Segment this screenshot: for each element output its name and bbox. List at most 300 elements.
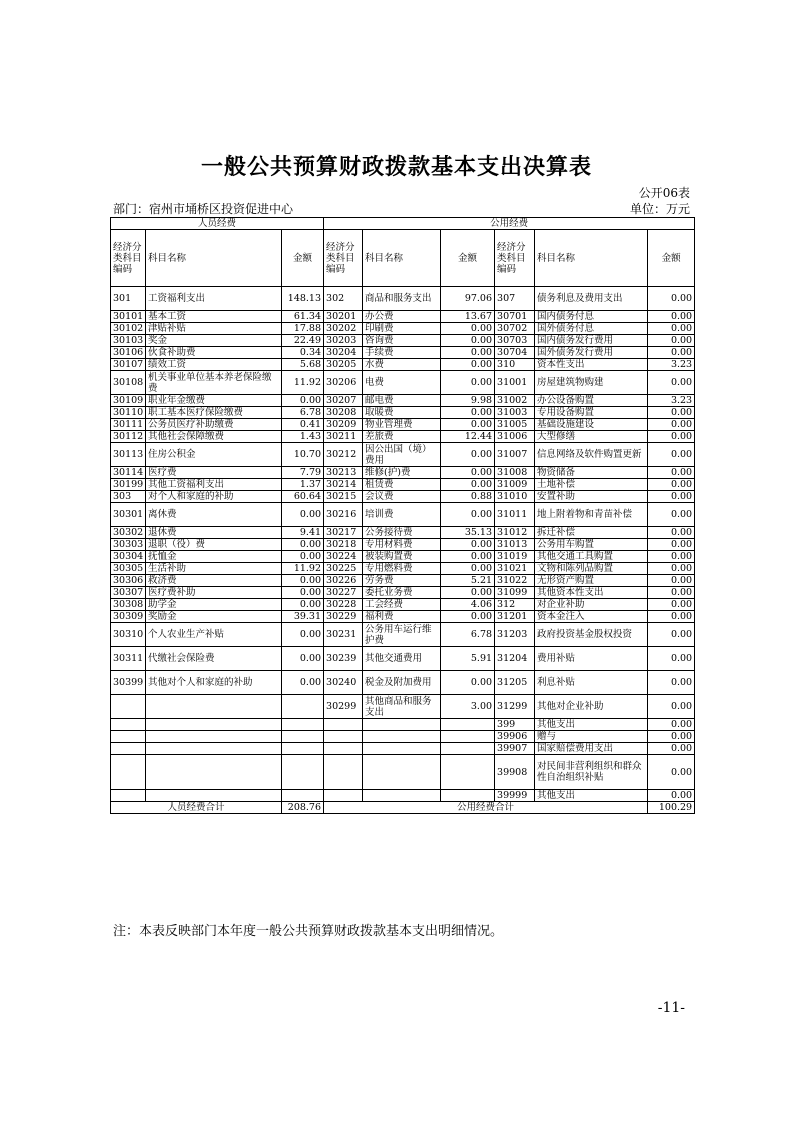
cell-code	[111, 790, 146, 802]
cell-amount	[282, 790, 324, 802]
cell-name: 信息网络及软件购置更新	[535, 443, 648, 467]
cell-name: 对企业补助	[535, 599, 648, 611]
cell-name: 国内债务发行费用	[535, 335, 648, 347]
cell-name: 其他交通工具购置	[535, 551, 648, 563]
cell-name: 国外债务发行费用	[535, 347, 648, 359]
cell-amount: 0.00	[441, 347, 495, 359]
cell-name	[146, 719, 282, 731]
table-row	[111, 671, 695, 695]
cell-name	[146, 731, 282, 743]
cell-name: 代缴社会保险费	[146, 647, 282, 671]
table-row	[111, 647, 695, 671]
cell-code: 30704	[495, 347, 535, 359]
cell-name: 助学金	[146, 599, 282, 611]
cell-name: 对民间非营利组织和群众性自治组织补贴	[535, 755, 648, 790]
page-title: 一般公共预算财政拨款基本支出决算表	[200, 155, 592, 180]
cell-code	[324, 790, 363, 802]
page-number: -11-	[657, 1000, 685, 1016]
cell-amount: 0.00	[441, 563, 495, 575]
cell-name: 赠与	[535, 731, 648, 743]
cell-amount: 0.00	[648, 647, 695, 671]
cell-name: 邮电费	[363, 395, 441, 407]
cell-name: 职工基本医疗保险缴费	[146, 407, 282, 419]
cell-amount: 4.06	[441, 599, 495, 611]
cell-code	[324, 755, 363, 790]
table-row	[111, 347, 695, 359]
cell-code	[111, 695, 146, 719]
cell-name: 其他资本性支出	[535, 587, 648, 599]
cell-code: 30208	[324, 407, 363, 419]
table-row	[111, 563, 695, 575]
cell-code: 31019	[495, 551, 535, 563]
table-row	[111, 503, 695, 527]
cell-amount: 0.00	[648, 311, 695, 323]
header-personnel: 人员经费	[111, 218, 324, 230]
cell-code: 30213	[324, 467, 363, 479]
table-row	[111, 491, 695, 503]
cell-name: 其他对企业补助	[535, 695, 648, 719]
cell-amount	[282, 719, 324, 731]
table-row	[111, 587, 695, 599]
cell-amount: 0.00	[282, 587, 324, 599]
cell-code: 30224	[324, 551, 363, 563]
cell-code: 30108	[111, 371, 146, 395]
cell-code: 30202	[324, 323, 363, 335]
cell-name: 取暖费	[363, 407, 441, 419]
cell-code	[324, 743, 363, 755]
cell-code: 31011	[495, 503, 535, 527]
cell-amount: 0.00	[648, 539, 695, 551]
cell-amount: 3.23	[648, 359, 695, 371]
cell-name	[363, 731, 441, 743]
cell-code: 31012	[495, 527, 535, 539]
cell-name	[146, 790, 282, 802]
cell-name	[146, 743, 282, 755]
cell-code: 30114	[111, 467, 146, 479]
cell-name: 培训费	[363, 503, 441, 527]
cell-amount	[441, 743, 495, 755]
cell-amount: 5.21	[441, 575, 495, 587]
cell-code: 30310	[111, 623, 146, 647]
cell-amount: 0.00	[648, 695, 695, 719]
table-row	[111, 790, 695, 802]
cell-amount: 0.00	[441, 611, 495, 623]
cell-name: 资本金注入	[535, 611, 648, 623]
cell-amount: 0.00	[648, 503, 695, 527]
cell-amount: 0.00	[648, 443, 695, 467]
cell-code	[111, 743, 146, 755]
cell-amount: 0.00	[648, 335, 695, 347]
cell-amount: 0.00	[648, 790, 695, 802]
cell-code: 30110	[111, 407, 146, 419]
cell-name: 资本性支出	[535, 359, 648, 371]
cell-code: 31006	[495, 431, 535, 443]
table-row	[111, 695, 695, 719]
cell-code: 30229	[324, 611, 363, 623]
table-row	[111, 371, 695, 395]
cell-code: 30207	[324, 395, 363, 407]
cell-code: 30101	[111, 311, 146, 323]
cell-name: 大型修缮	[535, 431, 648, 443]
cell-amount: 97.06	[441, 287, 495, 311]
cell-name: 医疗费	[146, 467, 282, 479]
cell-code: 30206	[324, 371, 363, 395]
cell-amount: 7.79	[282, 467, 324, 479]
cell-amount: 0.00	[282, 623, 324, 647]
department-label: 部门：宿州市埇桥区投资促进中心	[113, 202, 294, 216]
cell-name	[363, 743, 441, 755]
cell-name	[363, 755, 441, 790]
cell-amount: 0.34	[282, 347, 324, 359]
cell-code: 39908	[495, 755, 535, 790]
cell-amount: 0.00	[282, 551, 324, 563]
cell-amount: 0.00	[441, 671, 495, 695]
cell-amount: 0.00	[648, 731, 695, 743]
table-row	[111, 755, 695, 790]
cell-amount: 60.64	[282, 491, 324, 503]
table-row	[111, 599, 695, 611]
table-row	[111, 359, 695, 371]
cell-amount: 0.00	[282, 599, 324, 611]
cell-name: 个人农业生产补贴	[146, 623, 282, 647]
cell-amount: 1.43	[282, 431, 324, 443]
cell-code: 39907	[495, 743, 535, 755]
cell-code: 30111	[111, 419, 146, 431]
cell-amount: 0.00	[441, 467, 495, 479]
cell-code: 30109	[111, 395, 146, 407]
cell-code: 302	[324, 287, 363, 311]
cell-code: 31007	[495, 443, 535, 467]
cell-amount	[441, 731, 495, 743]
cell-code: 30203	[324, 335, 363, 347]
cell-name: 职业年金缴费	[146, 395, 282, 407]
table-row	[111, 743, 695, 755]
cell-name: 电费	[363, 371, 441, 395]
cell-name: 其他社会保障缴费	[146, 431, 282, 443]
header-amount: 金额	[441, 230, 495, 287]
table-row	[111, 719, 695, 731]
cell-name: 无形资产购置	[535, 575, 648, 587]
cell-name: 其他支出	[535, 719, 648, 731]
cell-amount: 0.00	[648, 599, 695, 611]
cell-name: 印刷费	[363, 323, 441, 335]
cell-name: 其他商品和服务支出	[363, 695, 441, 719]
cell-amount: 61.34	[282, 311, 324, 323]
cell-code: 31022	[495, 575, 535, 587]
cell-amount	[441, 755, 495, 790]
cell-name: 地上附着物和青苗补偿	[535, 503, 648, 527]
table-row	[111, 731, 695, 743]
cell-name: 退休费	[146, 527, 282, 539]
cell-code: 30226	[324, 575, 363, 587]
cell-amount: 0.00	[648, 287, 695, 311]
cell-amount: 6.78	[282, 407, 324, 419]
cell-amount: 0.00	[648, 671, 695, 695]
cell-name: 维修(护)费	[363, 467, 441, 479]
cell-amount: 0.00	[441, 539, 495, 551]
cell-name: 绩效工资	[146, 359, 282, 371]
header-name: 科目名称	[535, 230, 648, 287]
cell-amount: 0.00	[441, 335, 495, 347]
cell-name: 办公设备购置	[535, 395, 648, 407]
cell-name: 国家赔偿费用支出	[535, 743, 648, 755]
table-row	[111, 539, 695, 551]
cell-name: 离休费	[146, 503, 282, 527]
cell-code: 30301	[111, 503, 146, 527]
cell-code: 30311	[111, 647, 146, 671]
cell-amount: 22.49	[282, 335, 324, 347]
cell-name: 手续费	[363, 347, 441, 359]
table-row	[111, 395, 695, 407]
cell-name	[363, 719, 441, 731]
cell-amount: 0.00	[282, 539, 324, 551]
table-row	[111, 323, 695, 335]
cell-name: 奖金	[146, 335, 282, 347]
table-row	[111, 407, 695, 419]
cell-code: 30199	[111, 479, 146, 491]
cell-amount: 0.00	[441, 323, 495, 335]
header-amount: 金额	[648, 230, 695, 287]
totals-row	[111, 802, 695, 814]
table-row	[111, 611, 695, 623]
cell-amount	[282, 755, 324, 790]
cell-code: 30308	[111, 599, 146, 611]
cell-amount: 0.00	[648, 551, 695, 563]
cell-name: 物资储备	[535, 467, 648, 479]
table-row	[111, 479, 695, 491]
cell-code: 31005	[495, 419, 535, 431]
cell-amount: 0.00	[282, 395, 324, 407]
cell-code: 30702	[495, 323, 535, 335]
cell-code: 30225	[324, 563, 363, 575]
cell-code: 30212	[324, 443, 363, 467]
cell-code	[111, 719, 146, 731]
cell-code: 30106	[111, 347, 146, 359]
cell-code: 30112	[111, 431, 146, 443]
cell-name: 公务用车运行维护费	[363, 623, 441, 647]
cell-name: 退职（役）费	[146, 539, 282, 551]
cell-name: 国外债务付息	[535, 323, 648, 335]
cell-code: 39906	[495, 731, 535, 743]
cell-code: 31002	[495, 395, 535, 407]
cell-name: 专用材料费	[363, 539, 441, 551]
cell-code: 30304	[111, 551, 146, 563]
header-public: 公用经费	[324, 218, 695, 230]
table-row	[111, 527, 695, 539]
cell-amount	[441, 719, 495, 731]
cell-name: 文物和陈列品购置	[535, 563, 648, 575]
cell-code: 301	[111, 287, 146, 311]
cell-code: 30215	[324, 491, 363, 503]
cell-name: 费用补贴	[535, 647, 648, 671]
cell-name: 土地补偿	[535, 479, 648, 491]
cell-name: 医疗费补助	[146, 587, 282, 599]
cell-name: 咨询费	[363, 335, 441, 347]
cell-code	[324, 731, 363, 743]
cell-code: 31003	[495, 407, 535, 419]
cell-name: 其他对个人和家庭的补助	[146, 671, 282, 695]
cell-amount: 0.00	[648, 527, 695, 539]
cell-name: 工资福利支出	[146, 287, 282, 311]
cell-code: 30309	[111, 611, 146, 623]
cell-name: 利息补贴	[535, 671, 648, 695]
cell-code: 30302	[111, 527, 146, 539]
cell-code: 39999	[495, 790, 535, 802]
cell-code: 30239	[324, 647, 363, 671]
cell-name: 专用设备购置	[535, 407, 648, 419]
cell-code: 30102	[111, 323, 146, 335]
cell-amount	[282, 695, 324, 719]
cell-code: 31010	[495, 491, 535, 503]
cell-name: 国内债务付息	[535, 311, 648, 323]
cell-code: 30205	[324, 359, 363, 371]
cell-amount: 0.00	[648, 743, 695, 755]
unit-label: 单位：万元	[629, 202, 690, 216]
footnote: 注：本表反映部门本年度一般公共预算财政拨款基本支出明细情况。	[113, 924, 504, 939]
cell-amount: 1.37	[282, 479, 324, 491]
cell-name: 劳务费	[363, 575, 441, 587]
public-total-value: 100.29	[648, 802, 695, 814]
cell-name: 生活补助	[146, 563, 282, 575]
cell-amount: 11.92	[282, 563, 324, 575]
cell-amount: 148.13	[282, 287, 324, 311]
cell-amount: 5.68	[282, 359, 324, 371]
cell-amount: 0.00	[441, 503, 495, 527]
cell-name: 商品和服务支出	[363, 287, 441, 311]
cell-name: 会议费	[363, 491, 441, 503]
cell-name: 水费	[363, 359, 441, 371]
cell-amount: 0.00	[441, 407, 495, 419]
cell-code	[111, 731, 146, 743]
cell-name: 对个人和家庭的补助	[146, 491, 282, 503]
cell-name: 基础设施建设	[535, 419, 648, 431]
cell-code: 31009	[495, 479, 535, 491]
cell-name: 工会经费	[363, 599, 441, 611]
header-code: 经济分类科目编码	[495, 230, 535, 287]
cell-code: 30306	[111, 575, 146, 587]
cell-code: 30216	[324, 503, 363, 527]
table-row	[111, 419, 695, 431]
cell-amount	[282, 731, 324, 743]
cell-code: 30299	[324, 695, 363, 719]
cell-name: 其他支出	[535, 790, 648, 802]
cell-code: 30218	[324, 539, 363, 551]
form-number: 公开06表	[638, 186, 690, 200]
cell-code: 31021	[495, 563, 535, 575]
cell-amount: 0.00	[441, 479, 495, 491]
table-row	[111, 335, 695, 347]
cell-amount: 9.98	[441, 395, 495, 407]
cell-amount: 0.00	[648, 479, 695, 491]
cell-amount: 0.41	[282, 419, 324, 431]
cell-amount: 3.23	[648, 395, 695, 407]
cell-code: 30701	[495, 311, 535, 323]
cell-code: 30107	[111, 359, 146, 371]
cell-code: 307	[495, 287, 535, 311]
cell-name: 基本工资	[146, 311, 282, 323]
cell-code: 31205	[495, 671, 535, 695]
cell-name: 房屋建筑物购建	[535, 371, 648, 395]
cell-name: 救济费	[146, 575, 282, 587]
cell-name: 住房公积金	[146, 443, 282, 467]
table-row	[111, 431, 695, 443]
cell-code	[324, 719, 363, 731]
cell-amount	[282, 743, 324, 755]
cell-name: 其他工资福利支出	[146, 479, 282, 491]
cell-name: 被装购置费	[363, 551, 441, 563]
cell-code: 30204	[324, 347, 363, 359]
cell-name: 政府投资基金股权投资	[535, 623, 648, 647]
cell-amount: 0.00	[648, 563, 695, 575]
cell-amount: 0.00	[648, 719, 695, 731]
cell-code: 30209	[324, 419, 363, 431]
header-code: 经济分类科目编码	[111, 230, 146, 287]
table-row	[111, 575, 695, 587]
cell-code: 31299	[495, 695, 535, 719]
cell-amount: 0.00	[648, 419, 695, 431]
cell-amount: 0.00	[648, 371, 695, 395]
cell-amount: 9.41	[282, 527, 324, 539]
cell-amount: 0.00	[648, 347, 695, 359]
cell-name: 租赁费	[363, 479, 441, 491]
header-name: 科目名称	[363, 230, 441, 287]
cell-name: 津贴补贴	[146, 323, 282, 335]
cell-amount: 0.00	[648, 323, 695, 335]
cell-code: 30211	[324, 431, 363, 443]
cell-amount: 0.00	[282, 575, 324, 587]
cell-amount: 0.00	[441, 371, 495, 395]
cell-name: 机关事业单位基本养老保险缴费	[146, 371, 282, 395]
cell-amount: 0.00	[648, 575, 695, 587]
cell-code: 30399	[111, 671, 146, 695]
cell-amount: 35.13	[441, 527, 495, 539]
cell-code: 399	[495, 719, 535, 731]
cell-amount: 3.00	[441, 695, 495, 719]
cell-amount: 0.00	[441, 551, 495, 563]
cell-name: 办公费	[363, 311, 441, 323]
cell-name: 委托业务费	[363, 587, 441, 599]
cell-code: 30231	[324, 623, 363, 647]
table-row	[111, 311, 695, 323]
cell-code: 31203	[495, 623, 535, 647]
cell-amount: 0.00	[282, 671, 324, 695]
cell-amount: 0.00	[441, 359, 495, 371]
cell-code: 30240	[324, 671, 363, 695]
cell-code: 31099	[495, 587, 535, 599]
table-row	[111, 287, 695, 311]
cell-amount: 0.00	[648, 623, 695, 647]
cell-amount: 39.31	[282, 611, 324, 623]
cell-name: 其他交通费用	[363, 647, 441, 671]
cell-amount: 5.91	[441, 647, 495, 671]
cell-name: 物业管理费	[363, 419, 441, 431]
cell-amount: 0.00	[441, 419, 495, 431]
cell-amount: 11.92	[282, 371, 324, 395]
cell-amount: 0.00	[648, 611, 695, 623]
cell-name: 奖励金	[146, 611, 282, 623]
cell-amount: 0.00	[648, 491, 695, 503]
header-code: 经济分类科目编码	[324, 230, 363, 287]
cell-amount: 0.00	[648, 587, 695, 599]
cell-name: 税金及附加费用	[363, 671, 441, 695]
personnel-total-label: 人员经费合计	[111, 802, 282, 814]
cell-code: 30228	[324, 599, 363, 611]
table-row	[111, 443, 695, 467]
cell-name: 拆迁补偿	[535, 527, 648, 539]
cell-name: 公务接待费	[363, 527, 441, 539]
cell-name	[146, 695, 282, 719]
cell-name: 公务员医疗补助缴费	[146, 419, 282, 431]
